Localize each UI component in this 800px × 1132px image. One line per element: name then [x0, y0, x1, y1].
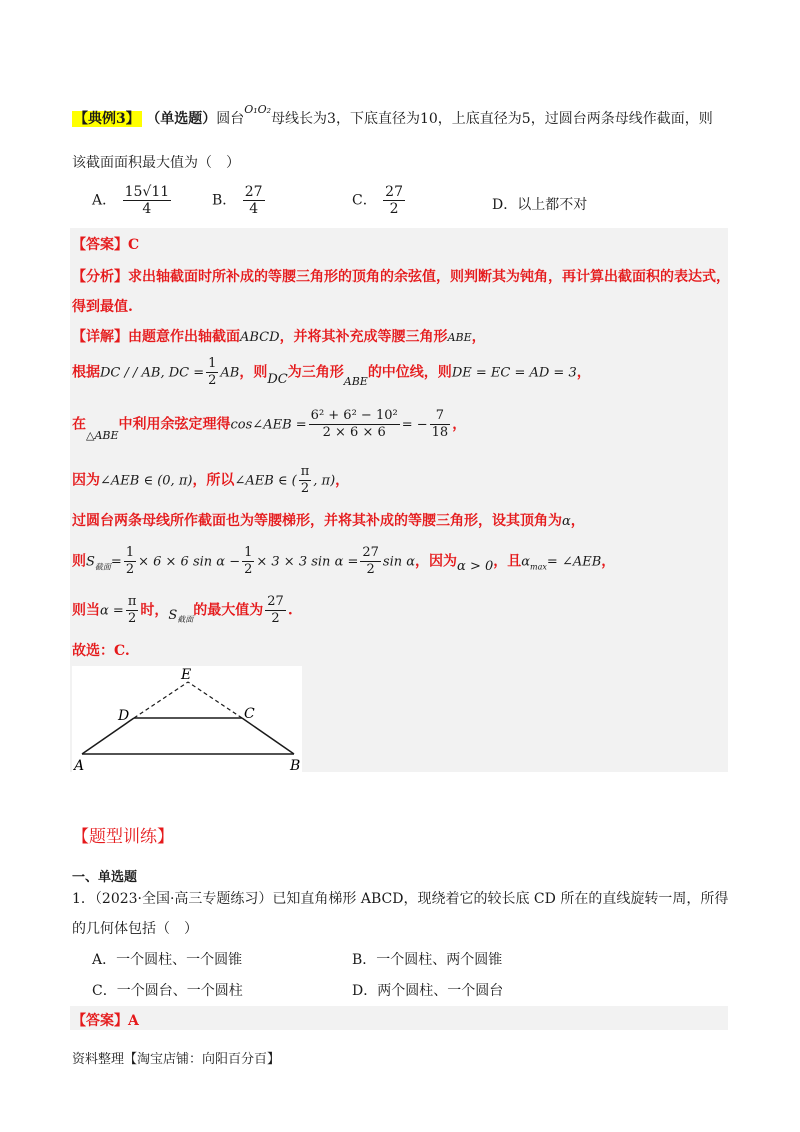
text: 则当: [72, 602, 100, 619]
detail-line6: [72, 545, 615, 578]
fraction: [242, 545, 254, 578]
fraction: [124, 545, 136, 578]
label-a: A: [74, 758, 85, 774]
math: DE = EC = AD = 3: [451, 365, 577, 381]
question-text: 母线长为3，下底直径为10，上底直径为5，过圆台两条母线作截面，则: [271, 111, 713, 127]
text: ，因为: [415, 553, 458, 570]
denominator: 2: [244, 562, 253, 577]
q1-option-a: A．一个圆柱、一个圆锥: [92, 952, 243, 968]
option-text: 以上都不对: [517, 197, 588, 213]
text: 则: [72, 553, 86, 570]
numerator: π: [127, 594, 137, 609]
math: α: [521, 554, 531, 570]
option-label: B．: [212, 192, 237, 209]
math: , π): [313, 473, 336, 489]
analysis-line1: 【分析】求出轴截面时所补成的等腰三角形的顶角的余弦值，则判断其为钝角，再计算出截面积的表达式，: [72, 269, 730, 285]
text: .: [287, 602, 293, 619]
q1-option-b: B．一个圆柱、两个圆锥: [352, 952, 503, 968]
denominator: 2: [208, 373, 217, 388]
label-c: C: [244, 706, 255, 722]
subscript: 截面: [94, 562, 111, 572]
option-label: D．: [492, 197, 518, 213]
text: 中利用余弦定理得: [118, 416, 231, 433]
math: × 3 × 3 sin α =: [256, 554, 359, 570]
text: 的最大值为: [193, 602, 264, 619]
fraction: [265, 594, 286, 627]
math: = −: [401, 417, 428, 433]
edge-de-dashed: [134, 682, 188, 718]
numerator: 1: [244, 545, 253, 560]
numerator: π: [300, 464, 310, 479]
option-d: [492, 194, 587, 214]
text: ，且: [493, 553, 522, 570]
section-title: 【题型训练】: [72, 827, 174, 847]
text: 的中位线，则: [367, 364, 452, 381]
detail-line5: [72, 510, 585, 530]
math: S: [168, 607, 178, 623]
example-question-line1: [72, 103, 713, 128]
math: × 6 × 6 sin α −: [138, 554, 241, 570]
detail-line1: [72, 326, 486, 346]
fraction: [299, 464, 312, 497]
denominator: 2: [300, 481, 310, 496]
denominator: 2: [125, 562, 135, 577]
text: ，: [452, 416, 467, 433]
answer-line: 【答案】C: [72, 237, 140, 253]
numerator: 7: [430, 408, 451, 425]
option-label: A．: [92, 192, 117, 209]
text: ，并将其补充成等腰三角形: [279, 329, 448, 345]
denominator: 2: [127, 611, 137, 626]
option-c: [352, 184, 407, 217]
q1-option-d: D．两个圆柱、一个圆台: [352, 983, 504, 999]
math: ABCD: [240, 330, 280, 345]
q1-line1: 1．（2023·全国·高三专题练习）已知直角梯形 ABCD，现绕着它的较长底 CD 所在的直线旋转一周，所得: [72, 891, 729, 907]
text: 因为: [72, 472, 100, 489]
fraction: [206, 356, 218, 389]
math: cos∠AEB =: [230, 417, 307, 433]
numerator: 27: [362, 545, 379, 560]
math: = ∠AEB: [546, 554, 602, 570]
math: AB: [220, 365, 240, 381]
fraction: [383, 184, 405, 217]
numerator: 1: [125, 545, 135, 560]
text: ，: [576, 364, 591, 381]
denominator: 4: [249, 201, 259, 217]
text: ，: [601, 553, 616, 570]
detail-line4: [72, 464, 349, 497]
fraction: [126, 594, 139, 627]
math: =: [110, 554, 122, 570]
text: 时，: [140, 602, 169, 619]
subscript: max: [530, 562, 547, 572]
fraction: [309, 408, 400, 441]
numerator: 27: [244, 184, 263, 200]
fraction: [360, 545, 381, 578]
math: ABE: [343, 374, 368, 388]
text: ，则: [239, 364, 268, 381]
fraction: [430, 408, 451, 441]
edge-bc: [242, 718, 294, 754]
text: 为三角形: [287, 364, 344, 381]
text: 【详解】由题意作出轴截面: [72, 329, 240, 345]
detail-line2: [72, 356, 591, 389]
edge-ce-dashed: [188, 682, 242, 718]
math: ∠AEB ∈ (: [234, 473, 297, 489]
q1-answer: 【答案】A: [72, 1013, 139, 1029]
label-e: E: [181, 667, 192, 683]
denominator: 2 × 6 × 6: [322, 425, 386, 440]
math: △ABE: [86, 428, 119, 442]
math: DC: [267, 371, 288, 387]
math: ABE: [447, 331, 472, 344]
math-o1o2: O₁O₂: [244, 103, 272, 116]
denominator: 2: [389, 201, 399, 217]
fraction: [123, 184, 172, 217]
option-label: C．: [352, 192, 377, 209]
footer-note: 资料整理【淘宝店铺：向阳百分百】: [72, 1052, 281, 1067]
text: 根据: [72, 364, 100, 381]
text: ，所以: [192, 472, 235, 489]
numerator: 27: [267, 594, 284, 609]
trapezoid-diagram: [72, 666, 302, 774]
denominator: 18: [431, 425, 449, 440]
label-b: B: [290, 758, 301, 774]
label-d: D: [118, 708, 130, 724]
q1-option-c: C．一个圆台、一个圆柱: [92, 983, 243, 999]
numerator: 15√11: [124, 184, 170, 200]
denominator: 2: [366, 562, 375, 577]
text: 在: [72, 416, 86, 433]
text: ，: [335, 472, 350, 489]
text: 过圆台两条母线所作截面也为等腰梯形，并将其补成的等腰三角形，设其顶角为: [72, 513, 562, 529]
example-type: （单选题）: [146, 111, 217, 127]
math: α =: [100, 603, 124, 619]
denominator: 4: [142, 201, 152, 217]
math: S: [86, 554, 95, 570]
text: ，: [471, 329, 486, 345]
q1-line2: 的几何体包括（ ）: [72, 921, 198, 937]
math: α > 0: [457, 558, 494, 574]
detail-line7: [72, 594, 293, 627]
conclusion-line: 故选：C.: [72, 643, 130, 659]
question-text: 圆台: [216, 111, 245, 127]
q1-answer-block: [70, 1006, 728, 1030]
numerator: 1: [208, 356, 217, 371]
math: α: [562, 514, 571, 529]
analysis-line2: 得到最值.: [72, 299, 133, 315]
example-tag: 【典例3】: [74, 111, 140, 127]
option-a: [92, 184, 173, 217]
numerator: 27: [385, 184, 403, 200]
math: DC / / AB, DC =: [100, 365, 205, 381]
subscript: 截面: [177, 615, 194, 625]
math: ∠AEB ∈ (0, π): [100, 473, 193, 489]
denominator: 2: [271, 611, 280, 626]
option-b: [212, 184, 267, 217]
numerator: 6² + 6² − 10²: [310, 408, 398, 423]
math: sin α: [382, 554, 416, 570]
trapezoid-figure: [72, 666, 302, 774]
subsection-title: 一、单选题: [72, 870, 138, 885]
detail-line3: [72, 408, 466, 441]
example-question-line2: 该截面面积最大值为（ ）: [72, 155, 240, 171]
text: ，: [570, 513, 585, 529]
fraction: [243, 184, 265, 217]
